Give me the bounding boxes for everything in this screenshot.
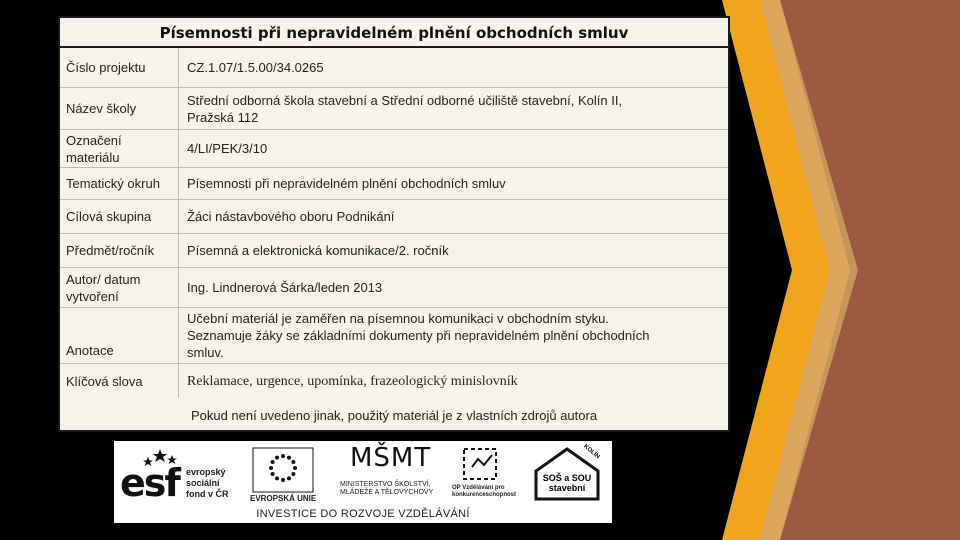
table-row xyxy=(60,364,728,398)
table-row xyxy=(60,168,728,200)
row-label: Tematický okruh xyxy=(66,176,160,191)
row-label: Číslo projektu xyxy=(66,60,146,75)
esf-logo xyxy=(120,445,184,503)
table-row xyxy=(60,268,728,308)
row-label: Název školy xyxy=(66,101,137,116)
funding-logos-strip xyxy=(114,441,612,523)
project-info-panel xyxy=(58,16,730,432)
row-label: Klíčová slova xyxy=(66,373,143,389)
eu-logo xyxy=(250,447,317,503)
row-label: Autor/ datum vytvoření xyxy=(66,271,141,304)
row-label: Cílová skupina xyxy=(66,209,152,224)
esf-mark: esf xyxy=(120,461,179,505)
op-caption: OP Vzdělávání pro konkurenceschopnost xyxy=(452,485,517,498)
row-label: Anotace xyxy=(66,343,114,358)
panel-title: Písemnosti při nepravidelném plnění obchodních smluv xyxy=(60,18,728,48)
row-value: CZ.1.07/1.5.00/34.0265 xyxy=(178,48,658,87)
op-logo xyxy=(452,445,516,505)
esf-caption: evropský sociální fond v ČR xyxy=(186,467,229,499)
row-value: Žáci nástavbového oboru Podnikání xyxy=(178,200,658,233)
row-value: Písemnosti při nepravidelném plnění obchodních smluv xyxy=(178,168,658,199)
msmt-mark: MŠMT xyxy=(350,443,432,473)
table-row xyxy=(60,130,728,168)
row-value: Reklamace, urgence, upomínka, frazeologický minislovník xyxy=(178,364,658,398)
msmt-logo xyxy=(340,443,440,505)
table-row xyxy=(60,234,728,268)
eu-caption: EVROPSKÁ UNIE xyxy=(250,494,317,503)
table-row xyxy=(60,48,728,88)
op-square-icon xyxy=(460,445,504,483)
table-row xyxy=(60,88,728,130)
table-row xyxy=(60,200,728,234)
school-caption: SOŠ a SOU stavební xyxy=(542,473,592,493)
eu-stars-icon xyxy=(252,447,314,493)
row-value: Učební materiál je zaměřen na písemnou komunikaci v obchodním styku. Seznamuje žáky se základními dokumenty při nepravidelném plnění obchodních smluv. xyxy=(178,308,658,363)
source-note: Pokud není uvedeno jinak, použitý materiál je z vlastních zdrojů autora xyxy=(190,408,598,423)
table-row xyxy=(60,308,728,364)
school-logo xyxy=(530,445,604,503)
row-label: Označení materiálu xyxy=(66,132,122,165)
row-value: 4/LI/PEK/3/10 xyxy=(178,130,658,167)
row-value: Střední odborná škola stavební a Střední odborné učiliště stavební, Kolín II, Pražská 112 xyxy=(178,88,658,129)
investment-caption: INVESTICE DO ROZVOJE VZDĚLÁVÁNÍ xyxy=(256,508,470,520)
row-value: Písemná a elektronická komunikace/2. ročník xyxy=(178,234,658,267)
row-value: Ing. Lindnerová Šárka/leden 2013 xyxy=(178,268,658,307)
msmt-caption: MINISTERSTVO ŠKOLSTVÍ, MLÁDEŽE A TĚLOVÝCHOVY xyxy=(340,481,434,496)
school-top-caption: KOLÍN xyxy=(582,443,601,461)
row-label: Předmět/ročník xyxy=(66,243,155,258)
